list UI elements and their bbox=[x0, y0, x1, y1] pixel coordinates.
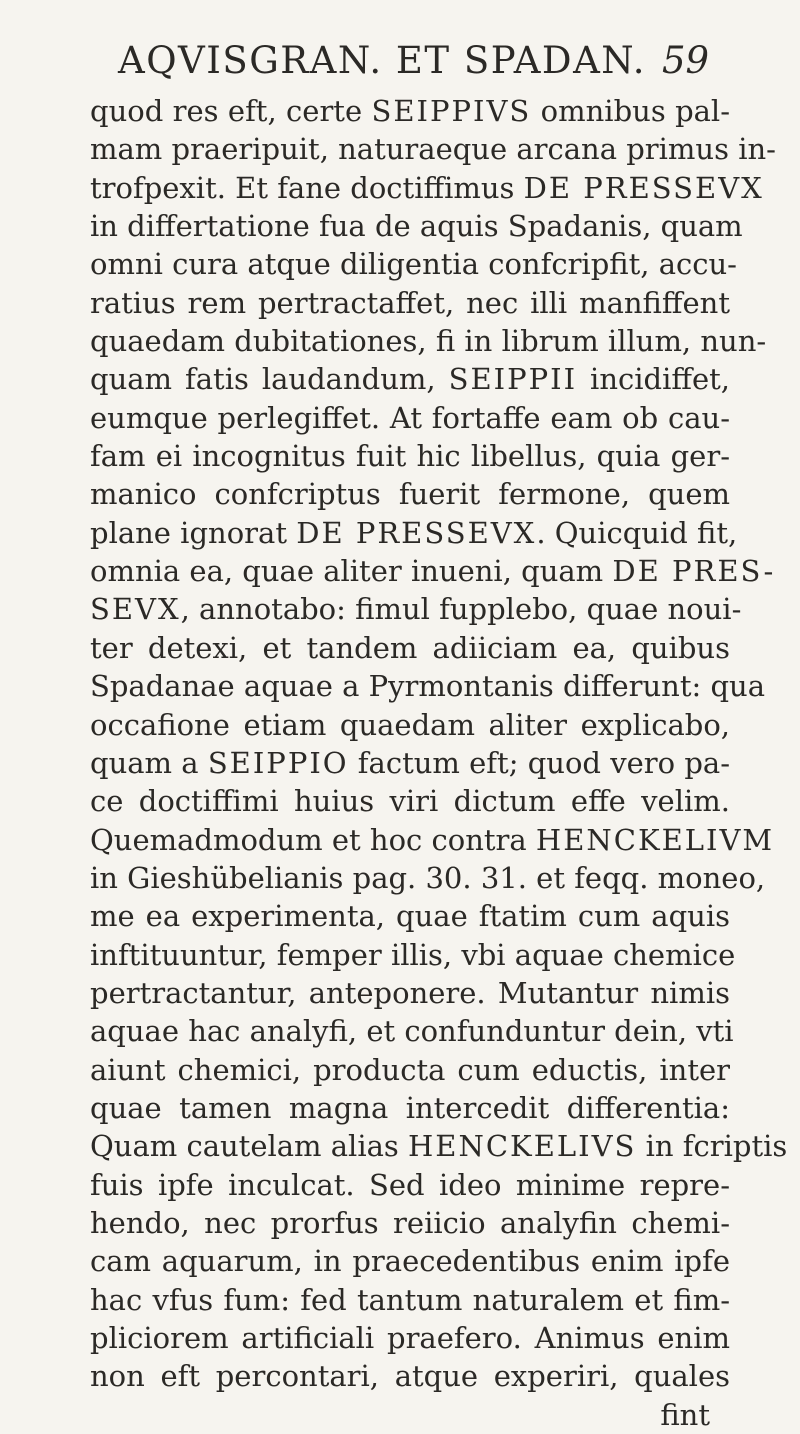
text-line bbox=[90, 1319, 730, 1357]
text-run: ce doctiffimi huius viri dictum effe velim. bbox=[90, 784, 730, 819]
text-run: hendo, nec prorfus reiicio analyfin chemi- bbox=[90, 1205, 730, 1240]
text-run: ratius rem pertractaffet, nec illi manfiffent bbox=[90, 285, 730, 320]
running-head bbox=[0, 36, 800, 86]
text-line bbox=[90, 1127, 788, 1165]
text-line bbox=[90, 207, 743, 245]
text-run: factum eft; quod vero pa- bbox=[348, 745, 730, 780]
text-line bbox=[90, 821, 775, 859]
text-run: fuis ipfe inculcat. Sed ideo minime repre- bbox=[90, 1167, 730, 1202]
small-caps-name: DE PRESSEVX bbox=[523, 170, 764, 205]
text-line bbox=[90, 514, 738, 552]
text-run: cam aquarum, in praecedentibus enim ipfe bbox=[90, 1244, 730, 1279]
text-line bbox=[90, 744, 730, 782]
text-run: Quemadmodum et hoc contra bbox=[90, 822, 536, 857]
text-run: omnia ea, quae aliter inueni, quam bbox=[90, 554, 613, 589]
small-caps-name: SEIPPIO bbox=[207, 745, 349, 780]
text-line bbox=[90, 245, 737, 283]
text-line bbox=[90, 667, 766, 705]
text-run: me ea experimenta, quae ftatim cum aquis bbox=[90, 899, 730, 934]
text-line bbox=[90, 629, 730, 667]
text-line bbox=[90, 437, 730, 475]
text-line bbox=[90, 782, 730, 820]
text-run: Spadanae aquae a Pyrmontanis differunt: qua bbox=[90, 669, 766, 704]
page-number: 59 bbox=[662, 39, 710, 82]
text-run: fam ei incognitus fuit hic libellus, quia ger- bbox=[90, 439, 730, 474]
small-caps-name: HENCKELIVS bbox=[408, 1129, 637, 1164]
text-line bbox=[90, 1012, 734, 1050]
text-line bbox=[90, 322, 767, 360]
text-run: pliciorem artificiali praefero. Animus enim bbox=[90, 1321, 730, 1355]
text-run: fint bbox=[660, 1397, 710, 1432]
text-run: hac vfus fum: fed tantum naturalem et fim- bbox=[90, 1282, 730, 1317]
body-text bbox=[90, 92, 788, 1434]
text-run: in fcriptis bbox=[636, 1129, 788, 1164]
text-run: quam fatis laudandum, bbox=[90, 362, 449, 397]
text-run: quae tamen magna intercedit differentia: bbox=[90, 1090, 730, 1125]
text-line bbox=[90, 284, 730, 322]
running-title: AQVISGRAN. ET SPADAN. bbox=[118, 39, 647, 82]
small-caps-name: DE PRESSEVX bbox=[296, 515, 537, 550]
small-caps-name: HENCKELIVM bbox=[535, 822, 775, 857]
text-line bbox=[90, 1357, 730, 1395]
text-line bbox=[90, 169, 764, 207]
text-run: trofpexit. Et fane doctiffimus bbox=[90, 170, 524, 205]
text-run: , annotabo: fimul fupplebo, quae noui- bbox=[180, 592, 742, 627]
small-caps-name: SEIPPII bbox=[448, 362, 578, 397]
text-line bbox=[90, 552, 776, 590]
text-line bbox=[90, 936, 736, 974]
text-run: manico confcriptus fuerit fermone, quem bbox=[90, 477, 730, 512]
text-run: plane ignorat bbox=[90, 515, 297, 550]
small-caps-name: SEVX bbox=[90, 592, 181, 627]
text-run: Quam cautelam alias bbox=[90, 1129, 408, 1164]
text-line bbox=[90, 360, 730, 398]
text-line bbox=[90, 1166, 730, 1204]
text-run: quod res eft, certe bbox=[90, 94, 372, 128]
text-line bbox=[90, 706, 730, 744]
text-line bbox=[90, 859, 766, 897]
text-run: omni cura atque diligentia confcripfit, accu- bbox=[90, 247, 737, 282]
text-run: quaedam dubitationes, fi in librum illum, nun- bbox=[90, 324, 767, 359]
text-run: aiunt chemici, producta cum eductis, inter bbox=[90, 1052, 730, 1087]
text-run: . Quicquid fit, bbox=[536, 515, 738, 550]
text-line bbox=[90, 1089, 730, 1127]
text-run: ter detexi, et tandem adiiciam ea, quibus bbox=[90, 630, 730, 665]
text-run: aquae hac analyfi, et confunduntur dein, vti bbox=[90, 1014, 734, 1049]
text-line bbox=[90, 1204, 730, 1242]
small-caps-name: SEIPPIVS bbox=[371, 94, 532, 128]
text-line bbox=[90, 897, 730, 935]
text-line bbox=[90, 590, 742, 628]
text-run: eumque perlegiffet. At fortaffe eam ob cau- bbox=[90, 400, 730, 435]
text-line bbox=[90, 130, 776, 168]
text-run: omnibus pal- bbox=[531, 94, 730, 128]
text-run: in differtatione fua de aquis Spadanis, quam bbox=[90, 209, 743, 244]
text-run: incidiffet, bbox=[577, 362, 730, 397]
text-run: inftituuntur, femper illis, vbi aquae chemice bbox=[90, 937, 736, 972]
text-line bbox=[90, 1281, 730, 1319]
text-line bbox=[90, 92, 730, 130]
text-run: pertractantur, anteponere. Mutantur nimis bbox=[90, 975, 730, 1010]
text-line bbox=[90, 974, 730, 1012]
text-line bbox=[90, 399, 730, 437]
text-run: occafione etiam quaedam aliter explicabo, bbox=[90, 707, 730, 742]
text-line bbox=[90, 475, 730, 513]
text-line bbox=[90, 1396, 730, 1434]
text-run: mam praeripuit, naturaeque arcana primus in- bbox=[90, 132, 776, 167]
text-run: quam a bbox=[90, 745, 208, 780]
text-line bbox=[90, 1051, 730, 1089]
text-run: non eft percontari, atque experiri, quales bbox=[90, 1359, 730, 1394]
text-run: in Gieshübelianis pag. 30. 31. et feqq. moneo, bbox=[90, 860, 766, 895]
small-caps-name: DE PRES- bbox=[612, 554, 776, 589]
text-line bbox=[90, 1242, 730, 1280]
